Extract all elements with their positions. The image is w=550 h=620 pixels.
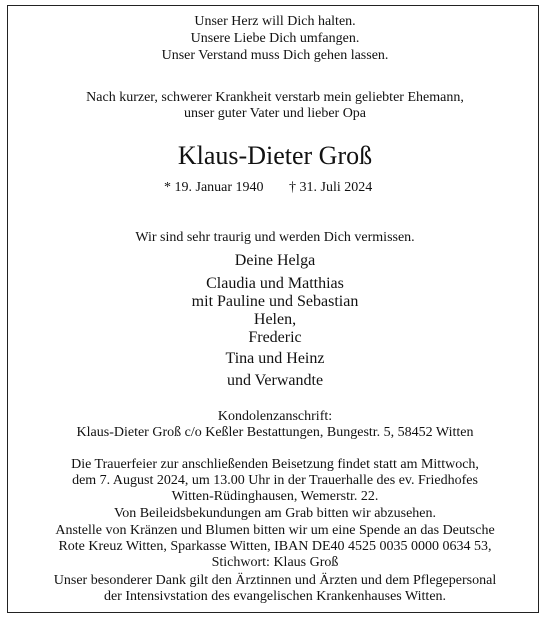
condolence-note: Von Beileidsbekundungen am Grab bitten wir abzusehen. [113,506,437,521]
funeral-line: Witten-Rüdinghausen, Wemerstr. 22. [171,489,379,504]
mourner: Frederic [248,329,302,346]
thanks-line: Unser besonderer Dank gilt den Ärztinnen und Ärzten und dem Pflegepersonal [53,573,497,588]
intro-line: unser guter Vater und lieber Opa [183,106,367,121]
condolence-label: Kondolenzanschrift: [217,409,333,424]
funeral-line: Die Trauerfeier zur anschließenden Beisetzung findet statt am Mittwoch, [71,457,479,472]
mourner: Helen, [253,311,297,328]
condolence-address: Klaus-Dieter Groß c/o Keßler Bestattungen, Bungestr. 5, 58452 Witten [76,425,474,440]
mourner: Claudia und Matthias [206,275,344,292]
donation-line: Rote Kreuz Witten, Sparkasse Witten, IBAN DE40 4525 0035 0000 0634 53, [58,539,492,554]
donation-line: Anstelle von Kränzen und Blumen bitten wir um eine Spende an das Deutsche [55,523,495,538]
intro-line: Nach kurzer, schwerer Krankheit verstarb mein geliebter Ehemann, [86,90,464,105]
poem-line: Unser Herz will Dich halten. [194,14,356,29]
poem-line: Unsere Liebe Dich umfangen. [190,31,360,46]
mourner: und Verwandte [226,372,324,389]
mourner: Tina und Heinz [225,350,325,367]
funeral-line: dem 7. August 2024, um 13.00 Uhr in der Trauerhalle des ev. Friedhofes [72,473,478,488]
donation-line: Stichwort: Klaus Groß [211,555,339,570]
death-date: † 31. Juli 2024 [289,180,373,195]
mourning-line: Wir sind sehr traurig und werden Dich vermissen. [135,230,415,245]
mourner: mit Pauline und Sebastian [191,293,359,310]
mourner: Deine Helga [234,252,316,269]
deceased-name: Klaus-Dieter Groß [177,141,373,170]
thanks-line: der Intensivstation des evangelischen Krankenhauses Witten. [103,589,447,604]
poem-line: Unser Verstand muss Dich gehen lassen. [161,48,389,63]
birth-date: * 19. Januar 1940 [164,180,264,195]
